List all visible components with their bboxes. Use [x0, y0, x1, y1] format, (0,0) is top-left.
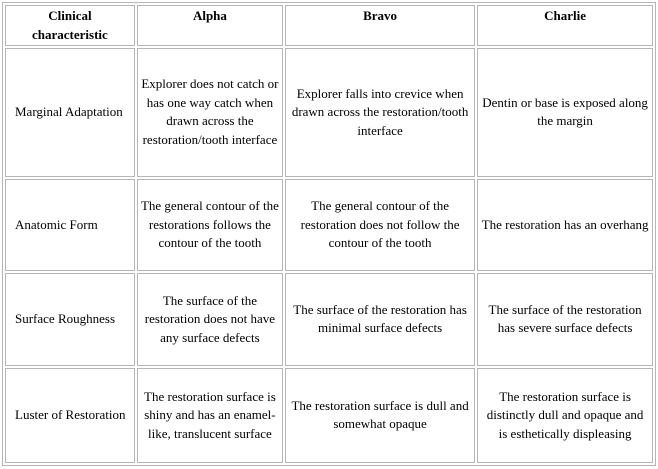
bravo-cell: The surface of the restoration has minimal surface defects — [285, 273, 475, 365]
header-clinical-characteristic: Clinical characteristic — [5, 5, 135, 46]
table-row — [5, 179, 653, 271]
row-characteristic: Luster of Restoration — [5, 368, 135, 463]
charlie-cell: Dentin or base is exposed along the margin — [477, 48, 653, 177]
charlie-cell: The restoration surface is distinctly dull and opaque and is esthetically displeasing — [477, 368, 653, 463]
header-alpha: Alpha — [137, 5, 283, 46]
table-row — [5, 48, 653, 177]
header-bravo: Bravo — [285, 5, 475, 46]
bravo-cell: The general contour of the restoration does not follow the contour of the tooth — [285, 179, 475, 271]
alpha-cell: The general contour of the restorations follows the contour of the tooth — [137, 179, 283, 271]
alpha-cell: The restoration surface is shiny and has an enamel-like, translucent surface — [137, 368, 283, 463]
table-row — [5, 273, 653, 365]
row-characteristic: Anatomic Form — [5, 179, 135, 271]
alpha-cell: The surface of the restoration does not have any surface defects — [137, 273, 283, 365]
table-header-row — [5, 5, 653, 46]
alpha-cell: Explorer does not catch or has one way catch when drawn across the restoration/tooth interface — [137, 48, 283, 177]
row-characteristic: Marginal Adaptation — [5, 48, 135, 177]
row-characteristic: Surface Roughness — [5, 273, 135, 365]
table-row — [5, 368, 653, 463]
bravo-cell: Explorer falls into crevice when drawn across the restoration/tooth interface — [285, 48, 475, 177]
criteria-table-container — [2, 2, 656, 466]
clinical-criteria-table — [2, 2, 656, 466]
charlie-cell: The surface of the restoration has severe surface defects — [477, 273, 653, 365]
header-charlie: Charlie — [477, 5, 653, 46]
bravo-cell: The restoration surface is dull and somewhat opaque — [285, 368, 475, 463]
charlie-cell: The restoration has an overhang — [477, 179, 653, 271]
